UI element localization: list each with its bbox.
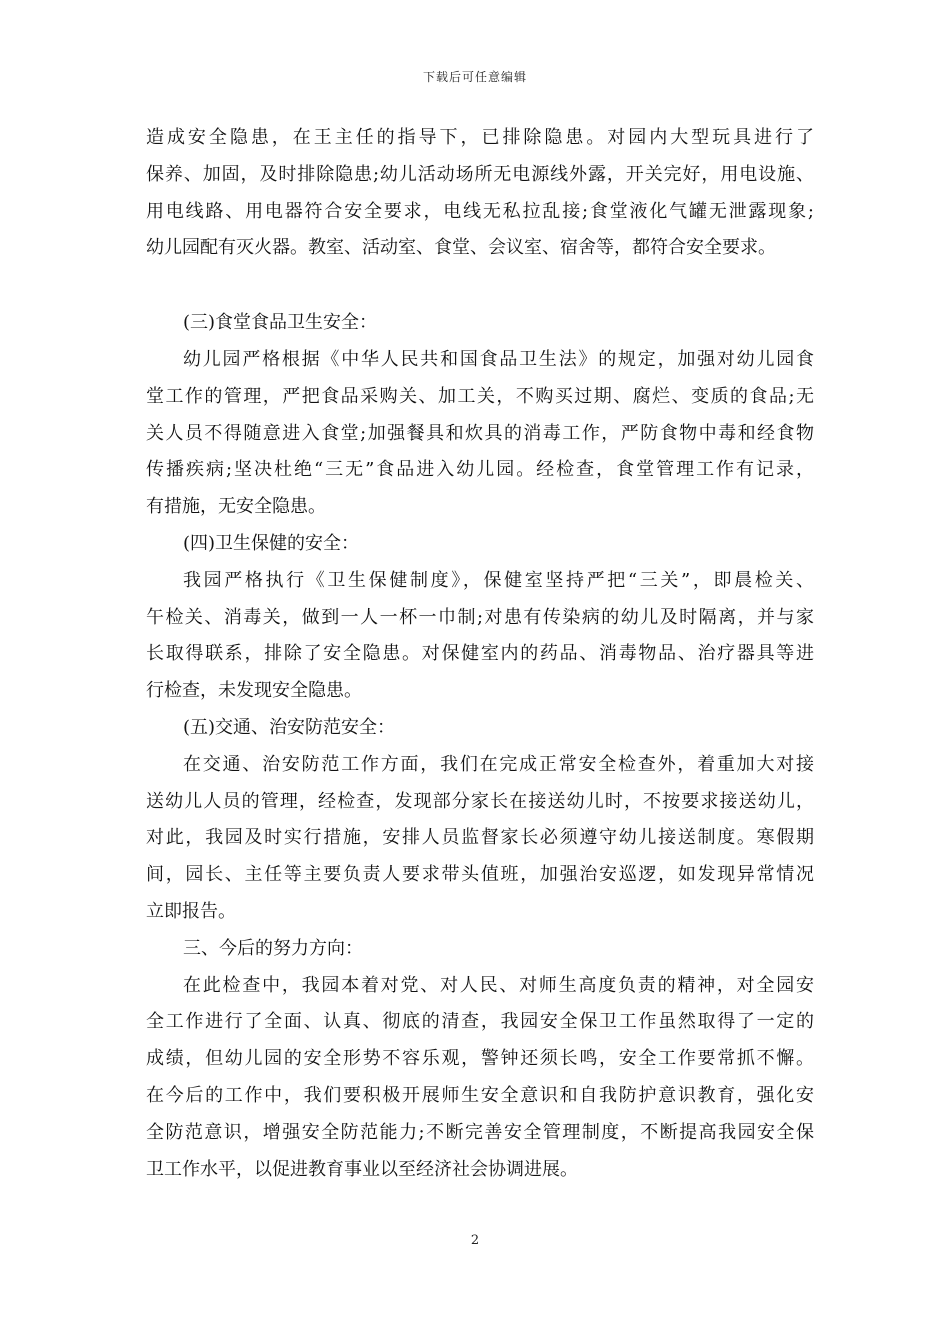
paragraph-traffic: [146, 747, 814, 931]
text-line: 对此，我园及时实行措施，安排人员监督家长必须遵守幼儿接送制度。寒假期: [146, 827, 814, 849]
text-line: 行检查，未发现安全隐患。: [146, 680, 362, 702]
text-line: 全防范意识，增强安全防范能力;不断完善安全管理制度，不断提高我园安全保: [146, 1121, 814, 1143]
text-line: 幼儿园配有灭火器。教室、活动室、食堂、会议室、宿舍等，都符合安全要求。: [146, 237, 776, 259]
text-line: 午检关、消毒关，做到一人一杯一巾制;对患有传染病的幼儿及时隔离，并与家: [146, 606, 814, 628]
text-line: 我园严格执行《卫生保健制度》，保健室坚持严把“三关”，即晨检关、: [183, 569, 814, 591]
page-number: 2: [470, 1233, 480, 1248]
text-line: 关人员不得随意进入食堂;加强餐具和炊具的消毒工作，严防食物中毒和经食物: [146, 422, 814, 444]
paragraph-health: [146, 563, 814, 710]
text-line: 立即报告。: [146, 900, 236, 922]
text-line: 在交通、治安防范工作方面，我们在完成正常安全检查外，着重加大对接: [183, 753, 814, 775]
text-line: 堂工作的管理，严把食品采购关、加工关，不购买过期、腐烂、变质的食品;无: [146, 385, 814, 407]
text-line: 卫工作水平，以促进教育事业以至经济社会协调进展。: [146, 1158, 578, 1180]
section-heading-traffic: (五)交通、治安防范安全：: [183, 716, 396, 738]
paragraph-future: [146, 968, 814, 1189]
text-line: 送幼儿人员的管理，经检查，发现部分家长在接送幼儿时，不按要求接送幼儿，: [146, 790, 814, 812]
text-line: 在今后的工作中，我们要积极开展师生安全意识和自我防护意识教育，强化安: [146, 1084, 814, 1106]
text-line: 有措施，无安全隐患。: [146, 496, 326, 518]
paragraph-gap: [146, 267, 814, 305]
paragraph-facilities: [146, 120, 814, 267]
text-line: 在此检查中，我园本着对党、对人民、对师生高度负责的精神，对全园安: [183, 974, 814, 996]
text-line: 传播疾病;坚决杜绝“三无”食品进入幼儿园。经检查，食堂管理工作有记录，: [146, 459, 814, 481]
text-line: 幼儿园严格根据《中华人民共和国食品卫生法》的规定，加强对幼儿园食: [183, 348, 814, 370]
text-line: 造成安全隐患，在王主任的指导下，已排除隐患。对园内大型玩具进行了: [146, 127, 814, 148]
section-heading-future: 三、今后的努力方向：: [183, 937, 363, 959]
section-heading-canteen: (三)食堂食品卫生安全：: [183, 312, 378, 334]
text-line: 长取得联系，排除了安全隐患。对保健室内的药品、消毒物品、治疗器具等进: [146, 643, 814, 665]
text-line: 用电线路、用电器符合安全要求，电线无私拉乱接;食堂液化气罐无泄露现象;: [146, 200, 814, 222]
text-line: 保养、加固，及时排除隐患;幼儿活动场所无电源线外露，开关完好，用电设施、: [146, 163, 814, 185]
section-heading-health: (四)卫生保健的安全：: [183, 532, 360, 554]
paragraph-canteen: [146, 342, 814, 526]
page-header: 下载后可任意编辑: [422, 70, 527, 84]
text-line: 成绩，但幼儿园的安全形势不容乐观，警钟还须长鸣，安全工作要常抓不懈。: [146, 1048, 814, 1070]
text-line: 全工作进行了全面、认真、彻底的清查，我园安全保卫工作虽然取得了一定的: [146, 1011, 814, 1033]
document-body: [146, 120, 814, 1188]
text-line: 间，园长、主任等主要负责人要求带头值班，加强治安巡逻，如发现异常情况: [146, 864, 814, 886]
